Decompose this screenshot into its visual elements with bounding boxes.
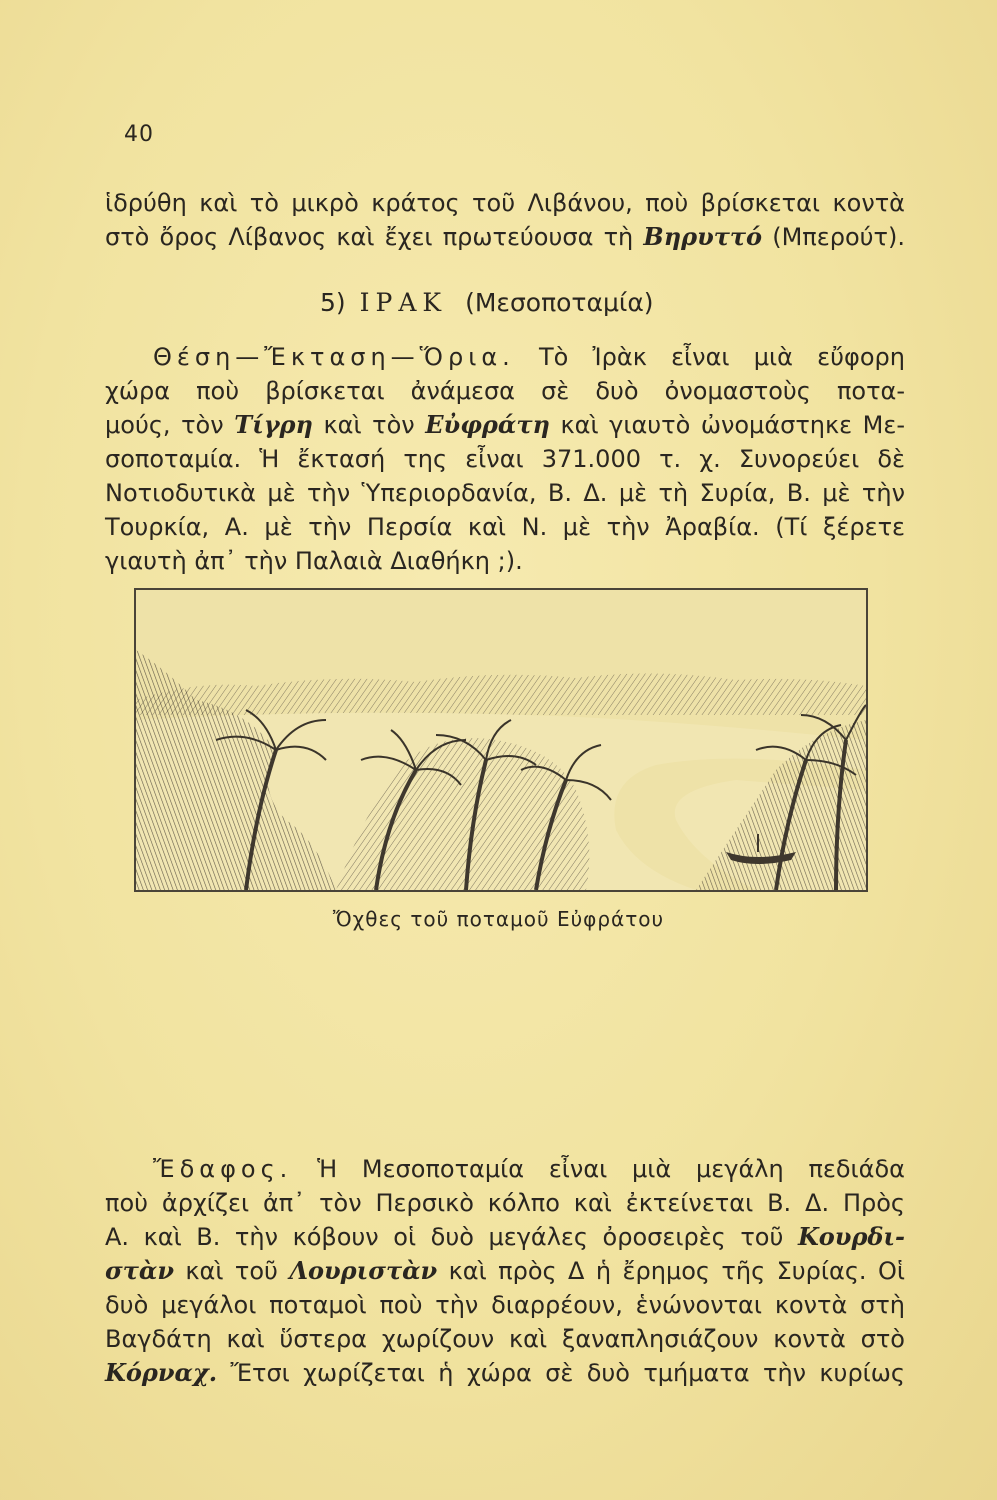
- paragraph-line: γιαυτὴ ἀπ᾽ τὴν Παλαιὰ Διαθήκη ;).: [105, 547, 523, 575]
- paragraph-line: δυὸ μεγάλοι ποταμοὶ ποὺ τὴν διαρρέουν, ἑνώνονται κοντὰ στὴ: [105, 1291, 905, 1319]
- section-title: ΙΡΑΚ: [359, 288, 448, 317]
- figure-caption: Ὄχθες τοῦ ποταμοῦ Εὐφράτου: [332, 907, 665, 931]
- place-name-kornach: Κόρναχ.: [105, 1358, 218, 1387]
- palm-river-illustration: [136, 590, 866, 890]
- paragraph-line: ἱδρύθη καὶ τὸ μικρὸ κράτος τοῦ Λιβάνου, ποὺ βρίσκεται κοντὰ: [105, 189, 905, 217]
- section-heading: [320, 288, 654, 317]
- river-name-tigris: Τίγρη: [234, 410, 313, 439]
- place-name-beirut: Βηρυττό: [643, 222, 763, 251]
- place-name-kurdistan-end: στὰν: [105, 1256, 174, 1285]
- paragraph-line: Ἔδαφος. Ἡ Μεσοποταμία εἶναι μιὰ μεγάλη πεδιάδα: [153, 1155, 905, 1183]
- paragraph-line: σοποταμία. Ἡ ἔκτασή της εἶναι 371.000 τ. χ. Συνορεύει δὲ: [105, 445, 905, 473]
- paragraph-lead: Ἔδαφος.: [153, 1155, 293, 1183]
- section-subtitle: (Μεσοποταμία): [465, 288, 654, 317]
- paragraph-line: Νοτιοδυτικὰ μὲ τὴν Ὑπεριορδανία, Β. Δ. μὲ τὴ Συρία, Β. μὲ τὴν: [105, 479, 905, 507]
- place-name-kurdistan: Κουρδι-: [797, 1222, 905, 1251]
- paragraph-line: στὰν καὶ τοῦ Λουριστὰν καὶ πρὸς Δ ἡ ἔρημος τῆς Συρίας. Οἱ: [105, 1256, 905, 1285]
- paragraph-line: Α. καὶ Β. τὴν κόβουν οἱ δυὸ μεγάλες ὀροσειρὲς τοῦ Κουρδι-: [105, 1222, 905, 1251]
- paragraph-line: Θέση—Ἔκταση—Ὅρια. Τὸ Ἰρὰκ εἶναι μιὰ εὔφορη: [153, 343, 905, 371]
- paragraph-lead: Θέση—Ἔκταση—Ὅρια.: [153, 343, 515, 371]
- paragraph-line: χώρα ποὺ βρίσκεται ἀνάμεσα σὲ δυὸ ὀνομαστοὺς ποτα-: [105, 377, 905, 405]
- euphrates-engraving: [134, 588, 868, 892]
- place-name-luristan: Λουριστὰν: [289, 1256, 438, 1285]
- page-number: 40: [124, 122, 154, 147]
- section-number: 5): [320, 288, 346, 317]
- paragraph-line: Βαγδάτη καὶ ὕστερα χωρίζουν καὶ ξαναπλησιάζουν κοντὰ στὸ: [105, 1325, 905, 1353]
- soil-paragraph: [105, 1152, 905, 1390]
- river-name-euphrates: Εὐφράτη: [425, 410, 550, 439]
- paragraph-line: μούς, τὸν Τίγρη καὶ τὸν Εὐφράτη καὶ γιαυτὸ ὠνομάστηκε Με-: [105, 410, 906, 439]
- position-paragraph: [105, 340, 905, 578]
- paragraph-line: Κόρναχ. Ἔτσι χωρίζεται ἡ χώρα σὲ δυὸ τμήματα τὴν κυρίως: [105, 1358, 905, 1387]
- top-paragraph: [105, 186, 905, 254]
- paragraph-line: ποὺ ἀρχίζει ἀπ᾽ τὸν Περσικὸ κόλπο καὶ ἐκτείνεται Β. Δ. Πρὸς: [105, 1189, 905, 1217]
- paragraph-line: Τουρκία, Α. μὲ τὴν Περσία καὶ Ν. μὲ τὴν Ἀραβία. (Τί ξέρετε: [105, 513, 905, 541]
- paragraph-line: στὸ ὄρος Λίβανος καὶ ἔχει πρωτεύουσα τὴ Βηρυττό (Μπερούτ).: [105, 222, 905, 251]
